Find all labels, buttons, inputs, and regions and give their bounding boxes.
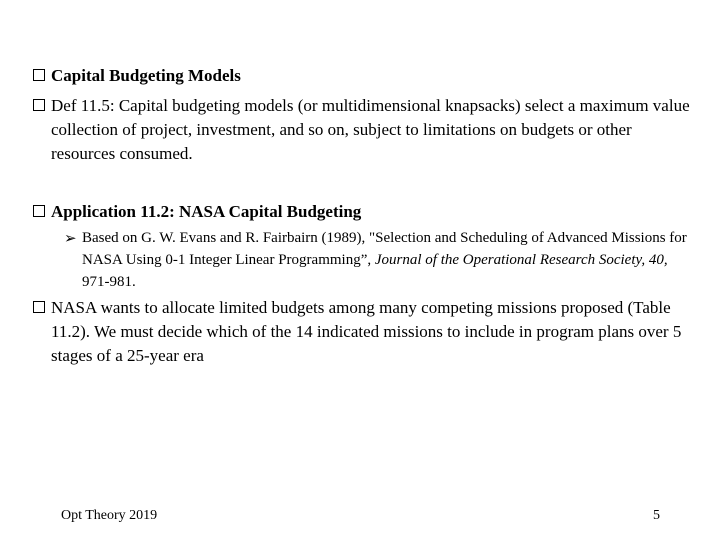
bullet-text: Capital Budgeting Models [51, 66, 241, 85]
bullet-definition-11-5 [33, 94, 693, 166]
bullet-application-11-2 [33, 200, 693, 224]
bullet-text: Application 11.2: NASA Capital Budgeting [51, 202, 362, 221]
square-bullet-icon [33, 99, 45, 111]
bullet-capital-budgeting-models [33, 64, 693, 88]
citation-part1: Based on G. W. Evans and R. Fairbairn (1989), "Selection and Scheduling of Advanced Missions for NASA Using 0-1 Integer Linear Programming”, [82, 230, 687, 268]
bullet-text: Def 11.5: Capital budgeting models (or multidimensional knapsacks) select a maximum value collection of project, investment, and so on, subject to limitations on budgets or other resources consumed. [51, 96, 690, 163]
bullet-text: NASA wants to allocate limited budgets among many competing missions proposed (Table 11.2). We must decide which of the 14 indicated missions to include in program plans over 5 stages of a 25-year era [51, 298, 682, 365]
bullet-nasa-budgets [33, 296, 693, 368]
square-bullet-icon [33, 301, 45, 313]
square-bullet-icon [33, 205, 45, 217]
arrow-right-bullet-icon: ➢ [64, 229, 77, 247]
page-number: 5 [653, 508, 660, 523]
square-bullet-icon [33, 69, 45, 81]
citation-text [82, 227, 694, 293]
citation-journal: Journal of the Operational Research Society, 40, [374, 252, 668, 268]
sub-bullet-citation [64, 227, 694, 293]
footer-course-label: Opt Theory 2019 [61, 508, 158, 523]
citation-part2: 971-981. [82, 274, 136, 290]
